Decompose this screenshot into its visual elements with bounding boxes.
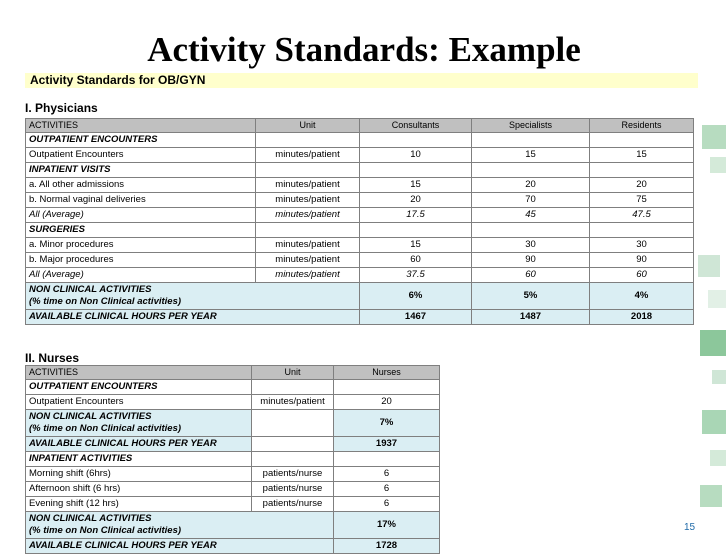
cell: 6 <box>334 497 440 512</box>
cell: 17% <box>334 512 440 539</box>
cell: 1728 <box>334 539 440 554</box>
nonclinical-row <box>26 283 694 310</box>
cell: 17.5 <box>360 208 472 223</box>
available-label: AVAILABLE CLINICAL HOURS PER YEAR <box>26 437 252 452</box>
nonclinical-line2: (% time on Non Clinical activities) <box>29 525 182 536</box>
cell: patients/nurse <box>252 482 334 497</box>
header-nurses: Nurses <box>334 366 440 380</box>
available-hours-row <box>26 310 694 325</box>
nonclinical-row <box>26 410 440 437</box>
cell: 15 <box>590 148 694 163</box>
available-label: AVAILABLE CLINICAL HOURS PER YEAR <box>26 310 360 325</box>
cell: 6% <box>360 283 472 310</box>
table-header-row <box>26 366 440 380</box>
slide-title: Activity Standards: Example <box>147 30 581 69</box>
cell: 6 <box>334 467 440 482</box>
cell: All (Average) <box>26 208 256 223</box>
cell: 6 <box>334 482 440 497</box>
cell: minutes/patient <box>256 253 360 268</box>
cell: 70 <box>472 193 590 208</box>
cell: 15 <box>360 178 472 193</box>
cell: b. Major procedures <box>26 253 256 268</box>
section-title: OUTPATIENT ENCOUNTERS <box>26 133 256 148</box>
section-title: SURGERIES <box>26 223 256 238</box>
cell: 30 <box>472 238 590 253</box>
nonclinical-label <box>26 283 360 310</box>
nonclinical-line1: NON CLINICAL ACTIVITIES <box>29 411 152 422</box>
cell: 15 <box>360 238 472 253</box>
cell: b. Normal vaginal deliveries <box>26 193 256 208</box>
header-specialists: Specialists <box>472 119 590 133</box>
nonclinical-line1: NON CLINICAL ACTIVITIES <box>29 284 152 295</box>
cell: 2018 <box>590 310 694 325</box>
cell: minutes/patient <box>256 238 360 253</box>
cell: minutes/patient <box>256 193 360 208</box>
header-unit: Unit <box>252 366 334 380</box>
table-caption: Activity Standards for OB/GYN <box>25 73 698 88</box>
header-residents: Residents <box>590 119 694 133</box>
cell: 20 <box>334 395 440 410</box>
physicians-table <box>25 118 694 325</box>
cell: Outpatient Encounters <box>26 395 252 410</box>
table-header-row <box>26 119 694 133</box>
cell: minutes/patient <box>256 208 360 223</box>
cell: 5% <box>472 283 590 310</box>
cell: 90 <box>590 253 694 268</box>
table-row <box>26 253 694 268</box>
section-title: INPATIENT VISITS <box>26 163 256 178</box>
table-row <box>26 467 440 482</box>
nonclinical-line2: (% time on Non Clinical activities) <box>29 296 182 307</box>
section-row <box>26 223 694 238</box>
cell: 47.5 <box>590 208 694 223</box>
available-hours-row <box>26 437 440 452</box>
table-row <box>26 238 694 253</box>
table-row <box>26 178 694 193</box>
nonclinical-label <box>26 410 252 437</box>
physicians-section-label: I. Physicians <box>25 101 98 115</box>
nurses-section-label: II. Nurses <box>25 351 80 365</box>
cell: Afternoon shift (6 hrs) <box>26 482 252 497</box>
cell: minutes/patient <box>252 395 334 410</box>
cell: 90 <box>472 253 590 268</box>
section-row <box>26 133 694 148</box>
cell: All (Average) <box>26 268 256 283</box>
cell: Morning shift (6hrs) <box>26 467 252 482</box>
cell: minutes/patient <box>256 148 360 163</box>
page-number: 15 <box>684 522 696 533</box>
table-row <box>26 208 694 223</box>
cell: 20 <box>590 178 694 193</box>
cell: 60 <box>360 253 472 268</box>
available-label: AVAILABLE CLINICAL HOURS PER YEAR <box>26 539 334 554</box>
cell: 15 <box>472 148 590 163</box>
cell: a. Minor procedures <box>26 238 256 253</box>
cell: a. All other admissions <box>26 178 256 193</box>
nonclinical-line2: (% time on Non Clinical activities) <box>29 423 182 434</box>
nurses-table <box>25 365 440 554</box>
cell: 1467 <box>360 310 472 325</box>
table-row <box>26 482 440 497</box>
header-activities: ACTIVITIES <box>26 119 256 133</box>
section-title: OUTPATIENT ENCOUNTERS <box>26 380 252 395</box>
table-row <box>26 268 694 283</box>
cell: 60 <box>472 268 590 283</box>
available-hours-row <box>26 539 440 554</box>
nonclinical-label <box>26 512 334 539</box>
section-row <box>26 380 440 395</box>
cell: Outpatient Encounters <box>26 148 256 163</box>
cell: 20 <box>472 178 590 193</box>
cell: minutes/patient <box>256 178 360 193</box>
cell: 10 <box>360 148 472 163</box>
header-unit: Unit <box>256 119 360 133</box>
cell: 1937 <box>334 437 440 452</box>
header-activities: ACTIVITIES <box>26 366 252 380</box>
cell: 20 <box>360 193 472 208</box>
cell: 4% <box>590 283 694 310</box>
cell: 45 <box>472 208 590 223</box>
section-row <box>26 452 440 467</box>
nonclinical-line1: NON CLINICAL ACTIVITIES <box>29 513 152 524</box>
header-consultants: Consultants <box>360 119 472 133</box>
section-title: INPATIENT ACTIVITIES <box>26 452 252 467</box>
table-row <box>26 497 440 512</box>
cell: 60 <box>590 268 694 283</box>
cell: 75 <box>590 193 694 208</box>
table-row <box>26 395 440 410</box>
cell: minutes/patient <box>256 268 360 283</box>
section-row <box>26 163 694 178</box>
nonclinical-row <box>26 512 440 539</box>
table-row <box>26 193 694 208</box>
cell: patients/nurse <box>252 467 334 482</box>
cell: 30 <box>590 238 694 253</box>
cell: 1487 <box>472 310 590 325</box>
cell: patients/nurse <box>252 497 334 512</box>
cell: Evening shift (12 hrs) <box>26 497 252 512</box>
cell: 7% <box>334 410 440 437</box>
cell: 37.5 <box>360 268 472 283</box>
table-row <box>26 148 694 163</box>
